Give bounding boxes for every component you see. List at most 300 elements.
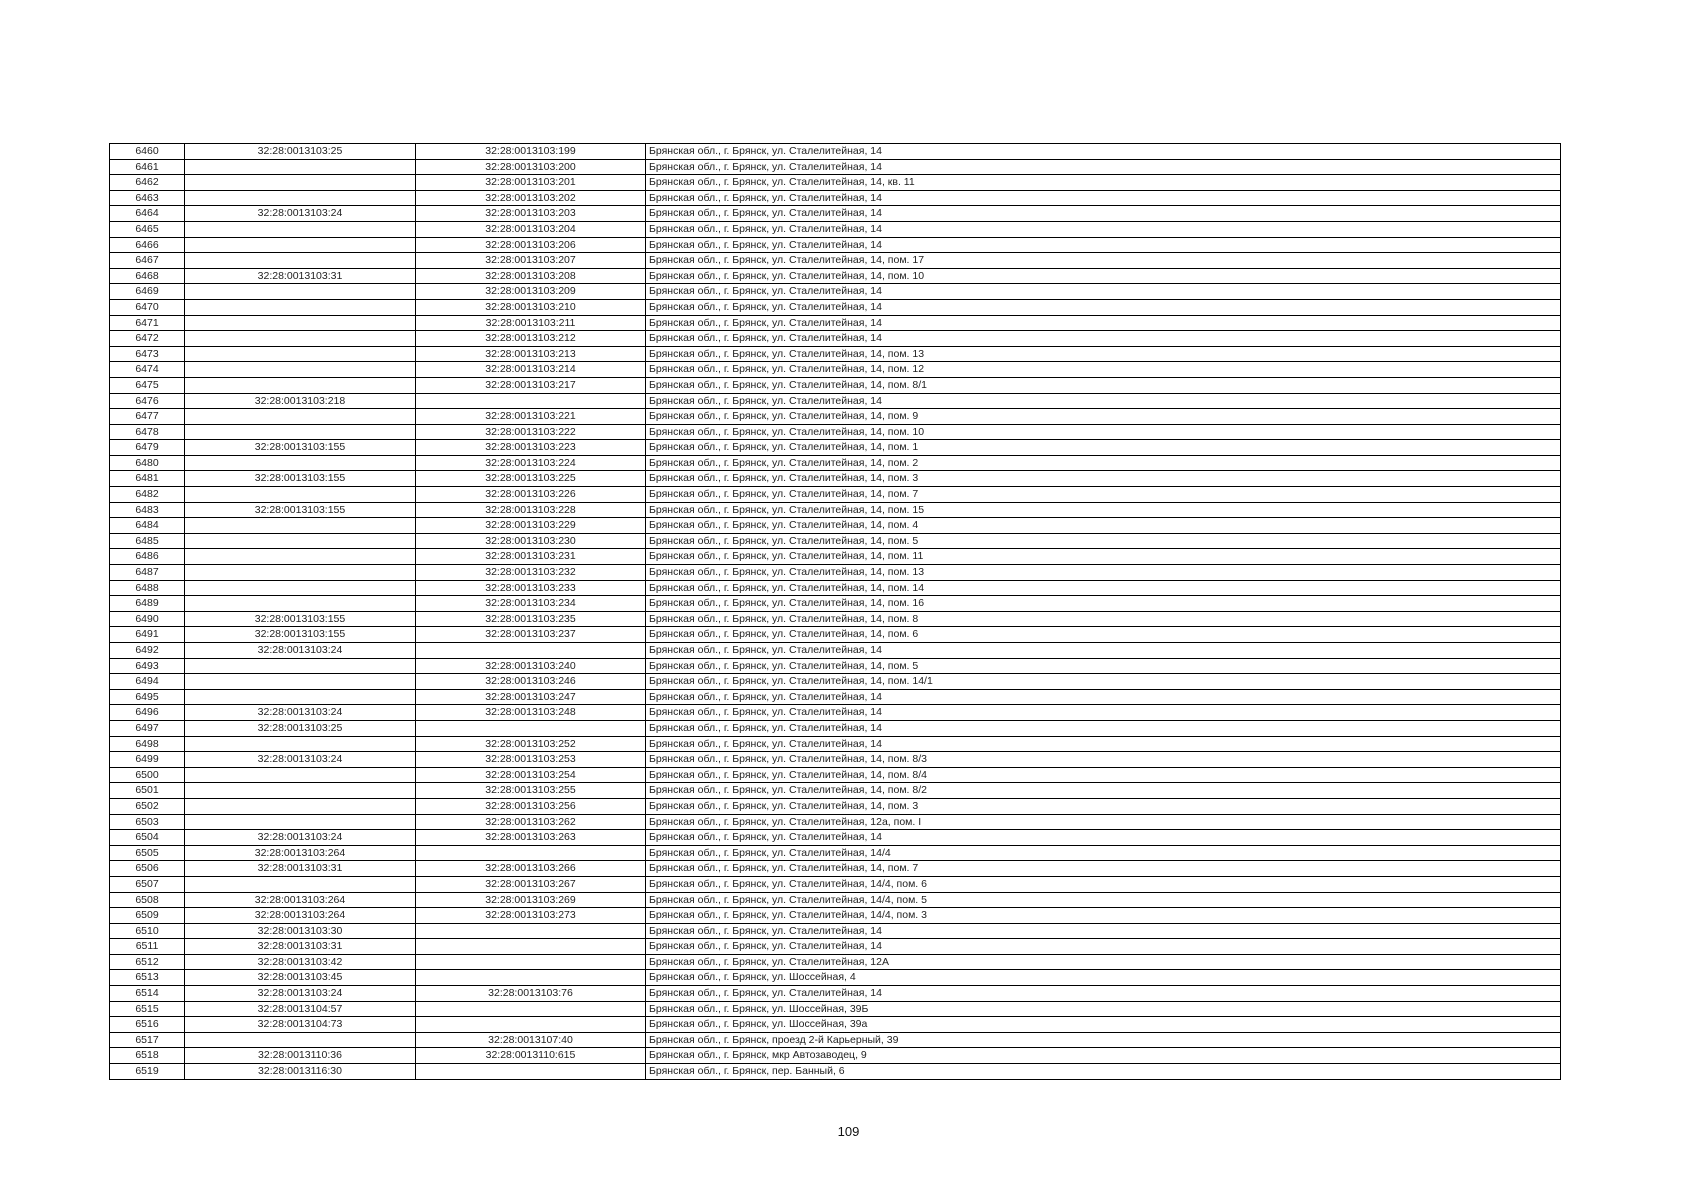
table-row	[110, 377, 1561, 393]
address-cell: Брянская обл., г. Брянск, ул. Сталелитейная, 14	[646, 331, 1561, 347]
row-number-cell: 6460	[110, 144, 185, 160]
row-number-cell: 6514	[110, 986, 185, 1002]
registry-table-body	[110, 144, 1561, 1080]
row-number-cell: 6499	[110, 752, 185, 768]
row-number-cell: 6472	[110, 331, 185, 347]
row-number-cell: 6502	[110, 798, 185, 814]
parcel-cadastral-number-cell: 32:28:0013103:25	[185, 720, 416, 736]
table-row	[110, 1017, 1561, 1033]
parcel-cadastral-number-cell: 32:28:0013103:24	[185, 643, 416, 659]
object-cadastral-number-cell: 32:28:0013103:206	[416, 237, 646, 253]
parcel-cadastral-number-cell	[185, 565, 416, 581]
row-number-cell: 6498	[110, 736, 185, 752]
table-row	[110, 861, 1561, 877]
table-row	[110, 159, 1561, 175]
row-number-cell: 6470	[110, 299, 185, 315]
address-cell: Брянская обл., г. Брянск, ул. Сталелитейная, 14	[646, 284, 1561, 300]
object-cadastral-number-cell: 32:28:0013103:269	[416, 892, 646, 908]
address-cell: Брянская обл., г. Брянск, ул. Сталелитейная, 14/4	[646, 845, 1561, 861]
address-cell: Брянская обл., г. Брянск, ул. Сталелитейная, 14	[646, 221, 1561, 237]
row-number-cell: 6480	[110, 455, 185, 471]
table-row	[110, 658, 1561, 674]
address-cell: Брянская обл., г. Брянск, ул. Сталелитейная, 14, пом. 10	[646, 268, 1561, 284]
address-cell: Брянская обл., г. Брянск, ул. Сталелитейная, 14, пом. 8/3	[646, 752, 1561, 768]
table-row	[110, 1001, 1561, 1017]
address-cell: Брянская обл., г. Брянск, ул. Сталелитейная, 14, пом. 3	[646, 471, 1561, 487]
row-number-cell: 6473	[110, 346, 185, 362]
address-cell: Брянская обл., г. Брянск, ул. Сталелитейная, 14, пом. 8/2	[646, 783, 1561, 799]
parcel-cadastral-number-cell	[185, 814, 416, 830]
address-cell: Брянская обл., г. Брянск, ул. Шоссейная, 39Б	[646, 1001, 1561, 1017]
address-cell: Брянская обл., г. Брянск, мкр Автозаводец, 9	[646, 1048, 1561, 1064]
object-cadastral-number-cell: 32:28:0013103:235	[416, 611, 646, 627]
table-row	[110, 533, 1561, 549]
table-row	[110, 767, 1561, 783]
parcel-cadastral-number-cell: 32:28:0013103:24	[185, 206, 416, 222]
parcel-cadastral-number-cell: 32:28:0013103:24	[185, 986, 416, 1002]
parcel-cadastral-number-cell: 32:28:0013103:24	[185, 752, 416, 768]
object-cadastral-number-cell: 32:28:0013103:253	[416, 752, 646, 768]
parcel-cadastral-number-cell: 32:28:0013103:155	[185, 502, 416, 518]
parcel-cadastral-number-cell: 32:28:0013103:218	[185, 393, 416, 409]
address-cell: Брянская обл., г. Брянск, ул. Сталелитейная, 14	[646, 315, 1561, 331]
table-row	[110, 144, 1561, 160]
table-row	[110, 908, 1561, 924]
address-cell: Брянская обл., г. Брянск, ул. Сталелитейная, 14, пом. 16	[646, 596, 1561, 612]
table-row	[110, 814, 1561, 830]
object-cadastral-number-cell: 32:28:0013103:273	[416, 908, 646, 924]
table-row	[110, 1064, 1561, 1080]
table-row	[110, 736, 1561, 752]
address-cell: Брянская обл., г. Брянск, ул. Сталелитейная, 14, пом. 7	[646, 487, 1561, 503]
object-cadastral-number-cell: 32:28:0013103:247	[416, 689, 646, 705]
table-row	[110, 986, 1561, 1002]
table-row	[110, 518, 1561, 534]
row-number-cell: 6516	[110, 1017, 185, 1033]
parcel-cadastral-number-cell	[185, 580, 416, 596]
parcel-cadastral-number-cell	[185, 175, 416, 191]
table-row	[110, 346, 1561, 362]
parcel-cadastral-number-cell	[185, 1032, 416, 1048]
address-cell: Брянская обл., г. Брянск, ул. Сталелитейная, 14, пом. 4	[646, 518, 1561, 534]
parcel-cadastral-number-cell	[185, 783, 416, 799]
object-cadastral-number-cell: 32:28:0013103:233	[416, 580, 646, 596]
parcel-cadastral-number-cell: 32:28:0013103:45	[185, 970, 416, 986]
table-row	[110, 596, 1561, 612]
object-cadastral-number-cell: 32:28:0013103:262	[416, 814, 646, 830]
object-cadastral-number-cell: 32:28:0013103:232	[416, 565, 646, 581]
object-cadastral-number-cell: 32:28:0013103:213	[416, 346, 646, 362]
table-row	[110, 362, 1561, 378]
address-cell: Брянская обл., г. Брянск, ул. Сталелитейная, 14, пом. 14/1	[646, 674, 1561, 690]
object-cadastral-number-cell: 32:28:0013103:228	[416, 502, 646, 518]
row-number-cell: 6506	[110, 861, 185, 877]
address-cell: Брянская обл., г. Брянск, ул. Сталелитейная, 14	[646, 144, 1561, 160]
row-number-cell: 6482	[110, 487, 185, 503]
parcel-cadastral-number-cell	[185, 190, 416, 206]
parcel-cadastral-number-cell	[185, 409, 416, 425]
parcel-cadastral-number-cell: 32:28:0013110:36	[185, 1048, 416, 1064]
row-number-cell: 6519	[110, 1064, 185, 1080]
table-row	[110, 487, 1561, 503]
address-cell: Брянская обл., г. Брянск, ул. Шоссейная, 4	[646, 970, 1561, 986]
address-cell: Брянская обл., г. Брянск, ул. Сталелитейная, 14	[646, 299, 1561, 315]
object-cadastral-number-cell	[416, 1017, 646, 1033]
parcel-cadastral-number-cell	[185, 876, 416, 892]
parcel-cadastral-number-cell	[185, 549, 416, 565]
table-row	[110, 502, 1561, 518]
parcel-cadastral-number-cell: 32:28:0013103:264	[185, 892, 416, 908]
object-cadastral-number-cell: 32:28:0013103:240	[416, 658, 646, 674]
table-row	[110, 1032, 1561, 1048]
row-number-cell: 6469	[110, 284, 185, 300]
object-cadastral-number-cell: 32:28:0013103:252	[416, 736, 646, 752]
row-number-cell: 6481	[110, 471, 185, 487]
parcel-cadastral-number-cell	[185, 377, 416, 393]
row-number-cell: 6500	[110, 767, 185, 783]
row-number-cell: 6468	[110, 268, 185, 284]
parcel-cadastral-number-cell	[185, 658, 416, 674]
row-number-cell: 6508	[110, 892, 185, 908]
object-cadastral-number-cell: 32:28:0013103:223	[416, 440, 646, 456]
object-cadastral-number-cell	[416, 720, 646, 736]
registry-table	[109, 143, 1561, 1080]
object-cadastral-number-cell: 32:28:0013103:210	[416, 299, 646, 315]
object-cadastral-number-cell: 32:28:0013103:202	[416, 190, 646, 206]
address-cell: Брянская обл., г. Брянск, ул. Сталелитейная, 14, кв. 11	[646, 175, 1561, 191]
object-cadastral-number-cell	[416, 393, 646, 409]
parcel-cadastral-number-cell	[185, 237, 416, 253]
table-row	[110, 845, 1561, 861]
row-number-cell: 6504	[110, 830, 185, 846]
row-number-cell: 6478	[110, 424, 185, 440]
table-row	[110, 674, 1561, 690]
row-number-cell: 6464	[110, 206, 185, 222]
parcel-cadastral-number-cell: 32:28:0013104:73	[185, 1017, 416, 1033]
address-cell: Брянская обл., г. Брянск, ул. Сталелитейная, 14	[646, 736, 1561, 752]
row-number-cell: 6466	[110, 237, 185, 253]
object-cadastral-number-cell: 32:28:0013103:226	[416, 487, 646, 503]
row-number-cell: 6463	[110, 190, 185, 206]
table-row	[110, 565, 1561, 581]
table-row	[110, 783, 1561, 799]
object-cadastral-number-cell: 32:28:0013103:263	[416, 830, 646, 846]
parcel-cadastral-number-cell	[185, 346, 416, 362]
table-row	[110, 798, 1561, 814]
address-cell: Брянская обл., г. Брянск, ул. Сталелитейная, 14, пом. 17	[646, 253, 1561, 269]
parcel-cadastral-number-cell	[185, 299, 416, 315]
parcel-cadastral-number-cell	[185, 736, 416, 752]
table-row	[110, 299, 1561, 315]
address-cell: Брянская обл., г. Брянск, ул. Сталелитейная, 14	[646, 720, 1561, 736]
address-cell: Брянская обл., г. Брянск, проезд 2-й Карьерный, 39	[646, 1032, 1561, 1048]
object-cadastral-number-cell	[416, 1064, 646, 1080]
parcel-cadastral-number-cell	[185, 362, 416, 378]
parcel-cadastral-number-cell	[185, 487, 416, 503]
row-number-cell: 6488	[110, 580, 185, 596]
table-row	[110, 1048, 1561, 1064]
object-cadastral-number-cell: 32:28:0013107:40	[416, 1032, 646, 1048]
row-number-cell: 6467	[110, 253, 185, 269]
object-cadastral-number-cell: 32:28:0013103:266	[416, 861, 646, 877]
row-number-cell: 6486	[110, 549, 185, 565]
object-cadastral-number-cell	[416, 954, 646, 970]
parcel-cadastral-number-cell: 32:28:0013103:30	[185, 923, 416, 939]
row-number-cell: 6479	[110, 440, 185, 456]
row-number-cell: 6496	[110, 705, 185, 721]
table-row	[110, 876, 1561, 892]
table-row	[110, 939, 1561, 955]
address-cell: Брянская обл., г. Брянск, ул. Сталелитейная, 12а, пом. I	[646, 814, 1561, 830]
address-cell: Брянская обл., г. Брянск, ул. Сталелитейная, 14, пом. 7	[646, 861, 1561, 877]
row-number-cell: 6484	[110, 518, 185, 534]
parcel-cadastral-number-cell	[185, 767, 416, 783]
table-row	[110, 331, 1561, 347]
object-cadastral-number-cell: 32:28:0013103:255	[416, 783, 646, 799]
parcel-cadastral-number-cell	[185, 221, 416, 237]
parcel-cadastral-number-cell: 32:28:0013103:24	[185, 830, 416, 846]
object-cadastral-number-cell: 32:28:0013103:203	[416, 206, 646, 222]
row-number-cell: 6477	[110, 409, 185, 425]
parcel-cadastral-number-cell: 32:28:0013103:24	[185, 705, 416, 721]
row-number-cell: 6501	[110, 783, 185, 799]
table-row	[110, 190, 1561, 206]
parcel-cadastral-number-cell	[185, 253, 416, 269]
row-number-cell: 6475	[110, 377, 185, 393]
address-cell: Брянская обл., г. Брянск, ул. Сталелитейная, 14, пом. 5	[646, 658, 1561, 674]
address-cell: Брянская обл., г. Брянск, ул. Сталелитейная, 14, пом. 3	[646, 798, 1561, 814]
table-row	[110, 315, 1561, 331]
address-cell: Брянская обл., г. Брянск, ул. Сталелитейная, 14	[646, 830, 1561, 846]
object-cadastral-number-cell: 32:28:0013103:224	[416, 455, 646, 471]
address-cell: Брянская обл., г. Брянск, ул. Сталелитейная, 14, пом. 9	[646, 409, 1561, 425]
address-cell: Брянская обл., г. Брянск, ул. Сталелитейная, 14/4, пом. 3	[646, 908, 1561, 924]
table-row	[110, 720, 1561, 736]
object-cadastral-number-cell: 32:28:0013103:248	[416, 705, 646, 721]
address-cell: Брянская обл., г. Брянск, ул. Сталелитейная, 14	[646, 393, 1561, 409]
row-number-cell: 6487	[110, 565, 185, 581]
object-cadastral-number-cell: 32:28:0013103:256	[416, 798, 646, 814]
table-row	[110, 175, 1561, 191]
table-row	[110, 643, 1561, 659]
parcel-cadastral-number-cell: 32:28:0013103:155	[185, 611, 416, 627]
object-cadastral-number-cell	[416, 923, 646, 939]
object-cadastral-number-cell: 32:28:0013103:230	[416, 533, 646, 549]
row-number-cell: 6471	[110, 315, 185, 331]
row-number-cell: 6510	[110, 923, 185, 939]
address-cell: Брянская обл., г. Брянск, ул. Сталелитейная, 14	[646, 705, 1561, 721]
address-cell: Брянская обл., г. Брянск, ул. Сталелитейная, 14/4, пом. 5	[646, 892, 1561, 908]
address-cell: Брянская обл., г. Брянск, ул. Сталелитейная, 14, пом. 14	[646, 580, 1561, 596]
parcel-cadastral-number-cell: 32:28:0013103:155	[185, 627, 416, 643]
object-cadastral-number-cell: 32:28:0013103:237	[416, 627, 646, 643]
object-cadastral-number-cell	[416, 1001, 646, 1017]
parcel-cadastral-number-cell	[185, 518, 416, 534]
table-row	[110, 892, 1561, 908]
address-cell: Брянская обл., г. Брянск, ул. Сталелитейная, 14, пом. 2	[646, 455, 1561, 471]
address-cell: Брянская обл., г. Брянск, ул. Сталелитейная, 14	[646, 643, 1561, 659]
parcel-cadastral-number-cell: 32:28:0013103:264	[185, 908, 416, 924]
object-cadastral-number-cell: 32:28:0013103:217	[416, 377, 646, 393]
row-number-cell: 6517	[110, 1032, 185, 1048]
address-cell: Брянская обл., г. Брянск, ул. Сталелитейная, 14	[646, 689, 1561, 705]
table-row	[110, 954, 1561, 970]
parcel-cadastral-number-cell	[185, 533, 416, 549]
table-row	[110, 284, 1561, 300]
parcel-cadastral-number-cell	[185, 424, 416, 440]
object-cadastral-number-cell: 32:28:0013103:234	[416, 596, 646, 612]
address-cell: Брянская обл., г. Брянск, ул. Сталелитейная, 14	[646, 939, 1561, 955]
table-row	[110, 923, 1561, 939]
parcel-cadastral-number-cell	[185, 315, 416, 331]
table-row	[110, 752, 1561, 768]
address-cell: Брянская обл., г. Брянск, ул. Сталелитейная, 14, пом. 8/1	[646, 377, 1561, 393]
row-number-cell: 6494	[110, 674, 185, 690]
object-cadastral-number-cell	[416, 970, 646, 986]
parcel-cadastral-number-cell: 32:28:0013103:42	[185, 954, 416, 970]
row-number-cell: 6505	[110, 845, 185, 861]
object-cadastral-number-cell: 32:28:0013103:225	[416, 471, 646, 487]
row-number-cell: 6492	[110, 643, 185, 659]
row-number-cell: 6507	[110, 876, 185, 892]
address-cell: Брянская обл., г. Брянск, ул. Сталелитейная, 14	[646, 237, 1561, 253]
address-cell: Брянская обл., г. Брянск, ул. Сталелитейная, 14, пом. 8	[646, 611, 1561, 627]
row-number-cell: 6461	[110, 159, 185, 175]
parcel-cadastral-number-cell: 32:28:0013103:155	[185, 471, 416, 487]
address-cell: Брянская обл., г. Брянск, ул. Сталелитейная, 14, пом. 13	[646, 346, 1561, 362]
row-number-cell: 6483	[110, 502, 185, 518]
address-cell: Брянская обл., г. Брянск, ул. Сталелитейная, 14	[646, 190, 1561, 206]
address-cell: Брянская обл., г. Брянск, ул. Сталелитейная, 14	[646, 986, 1561, 1002]
table-row	[110, 627, 1561, 643]
address-cell: Брянская обл., г. Брянск, ул. Сталелитейная, 14, пом. 12	[646, 362, 1561, 378]
table-row	[110, 206, 1561, 222]
table-row	[110, 455, 1561, 471]
object-cadastral-number-cell: 32:28:0013103:254	[416, 767, 646, 783]
parcel-cadastral-number-cell: 32:28:0013103:31	[185, 939, 416, 955]
object-cadastral-number-cell: 32:28:0013103:201	[416, 175, 646, 191]
object-cadastral-number-cell	[416, 939, 646, 955]
row-number-cell: 6465	[110, 221, 185, 237]
table-row	[110, 611, 1561, 627]
parcel-cadastral-number-cell	[185, 455, 416, 471]
object-cadastral-number-cell	[416, 643, 646, 659]
parcel-cadastral-number-cell: 32:28:0013104:57	[185, 1001, 416, 1017]
row-number-cell: 6474	[110, 362, 185, 378]
object-cadastral-number-cell: 32:28:0013103:214	[416, 362, 646, 378]
object-cadastral-number-cell: 32:28:0013103:229	[416, 518, 646, 534]
parcel-cadastral-number-cell	[185, 689, 416, 705]
address-cell: Брянская обл., г. Брянск, ул. Сталелитейная, 14	[646, 206, 1561, 222]
address-cell: Брянская обл., г. Брянск, ул. Сталелитейная, 14, пом. 8/4	[646, 767, 1561, 783]
table-row	[110, 689, 1561, 705]
table-row	[110, 705, 1561, 721]
table-row	[110, 471, 1561, 487]
table-row	[110, 830, 1561, 846]
parcel-cadastral-number-cell: 32:28:0013103:31	[185, 268, 416, 284]
object-cadastral-number-cell: 32:28:0013103:222	[416, 424, 646, 440]
table-row	[110, 440, 1561, 456]
row-number-cell: 6495	[110, 689, 185, 705]
table-row	[110, 409, 1561, 425]
row-number-cell: 6503	[110, 814, 185, 830]
address-cell: Брянская обл., г. Брянск, ул. Шоссейная, 39а	[646, 1017, 1561, 1033]
address-cell: Брянская обл., г. Брянск, ул. Сталелитейная, 12А	[646, 954, 1561, 970]
table-row	[110, 268, 1561, 284]
table-row	[110, 580, 1561, 596]
row-number-cell: 6462	[110, 175, 185, 191]
page-number: 109	[837, 1124, 860, 1139]
row-number-cell: 6491	[110, 627, 185, 643]
address-cell: Брянская обл., г. Брянск, ул. Сталелитейная, 14/4, пом. 6	[646, 876, 1561, 892]
row-number-cell: 6490	[110, 611, 185, 627]
parcel-cadastral-number-cell	[185, 596, 416, 612]
object-cadastral-number-cell: 32:28:0013103:204	[416, 221, 646, 237]
object-cadastral-number-cell: 32:28:0013103:212	[416, 331, 646, 347]
row-number-cell: 6497	[110, 720, 185, 736]
row-number-cell: 6511	[110, 939, 185, 955]
object-cadastral-number-cell: 32:28:0013110:615	[416, 1048, 646, 1064]
object-cadastral-number-cell: 32:28:0013103:200	[416, 159, 646, 175]
address-cell: Брянская обл., г. Брянск, ул. Сталелитейная, 14, пом. 5	[646, 533, 1561, 549]
address-cell: Брянская обл., г. Брянск, ул. Сталелитейная, 14	[646, 159, 1561, 175]
row-number-cell: 6493	[110, 658, 185, 674]
parcel-cadastral-number-cell	[185, 331, 416, 347]
object-cadastral-number-cell: 32:28:0013103:76	[416, 986, 646, 1002]
table-row	[110, 221, 1561, 237]
table-row	[110, 549, 1561, 565]
row-number-cell: 6518	[110, 1048, 185, 1064]
object-cadastral-number-cell: 32:28:0013103:207	[416, 253, 646, 269]
parcel-cadastral-number-cell	[185, 674, 416, 690]
row-number-cell: 6485	[110, 533, 185, 549]
object-cadastral-number-cell: 32:28:0013103:199	[416, 144, 646, 160]
parcel-cadastral-number-cell: 32:28:0013103:31	[185, 861, 416, 877]
table-row	[110, 237, 1561, 253]
table-row	[110, 970, 1561, 986]
row-number-cell: 6489	[110, 596, 185, 612]
object-cadastral-number-cell: 32:28:0013103:211	[416, 315, 646, 331]
row-number-cell: 6513	[110, 970, 185, 986]
parcel-cadastral-number-cell: 32:28:0013103:264	[185, 845, 416, 861]
parcel-cadastral-number-cell	[185, 284, 416, 300]
object-cadastral-number-cell: 32:28:0013103:208	[416, 268, 646, 284]
address-cell: Брянская обл., г. Брянск, ул. Сталелитейная, 14, пом. 6	[646, 627, 1561, 643]
parcel-cadastral-number-cell: 32:28:0013103:25	[185, 144, 416, 160]
parcel-cadastral-number-cell	[185, 159, 416, 175]
parcel-cadastral-number-cell	[185, 798, 416, 814]
address-cell: Брянская обл., г. Брянск, ул. Сталелитейная, 14, пом. 11	[646, 549, 1561, 565]
address-cell: Брянская обл., г. Брянск, ул. Сталелитейная, 14, пом. 1	[646, 440, 1561, 456]
object-cadastral-number-cell: 32:28:0013103:209	[416, 284, 646, 300]
address-cell: Брянская обл., г. Брянск, ул. Сталелитейная, 14, пом. 15	[646, 502, 1561, 518]
address-cell: Брянская обл., г. Брянск, ул. Сталелитейная, 14, пом. 10	[646, 424, 1561, 440]
row-number-cell: 6515	[110, 1001, 185, 1017]
row-number-cell: 6476	[110, 393, 185, 409]
table-row	[110, 393, 1561, 409]
object-cadastral-number-cell	[416, 845, 646, 861]
address-cell: Брянская обл., г. Брянск, ул. Сталелитейная, 14	[646, 923, 1561, 939]
address-cell: Брянская обл., г. Брянск, ул. Сталелитейная, 14, пом. 13	[646, 565, 1561, 581]
row-number-cell: 6512	[110, 954, 185, 970]
table-row	[110, 253, 1561, 269]
parcel-cadastral-number-cell: 32:28:0013103:155	[185, 440, 416, 456]
object-cadastral-number-cell: 32:28:0013103:246	[416, 674, 646, 690]
table-row	[110, 424, 1561, 440]
object-cadastral-number-cell: 32:28:0013103:267	[416, 876, 646, 892]
object-cadastral-number-cell: 32:28:0013103:221	[416, 409, 646, 425]
address-cell: Брянская обл., г. Брянск, пер. Банный, 6	[646, 1064, 1561, 1080]
